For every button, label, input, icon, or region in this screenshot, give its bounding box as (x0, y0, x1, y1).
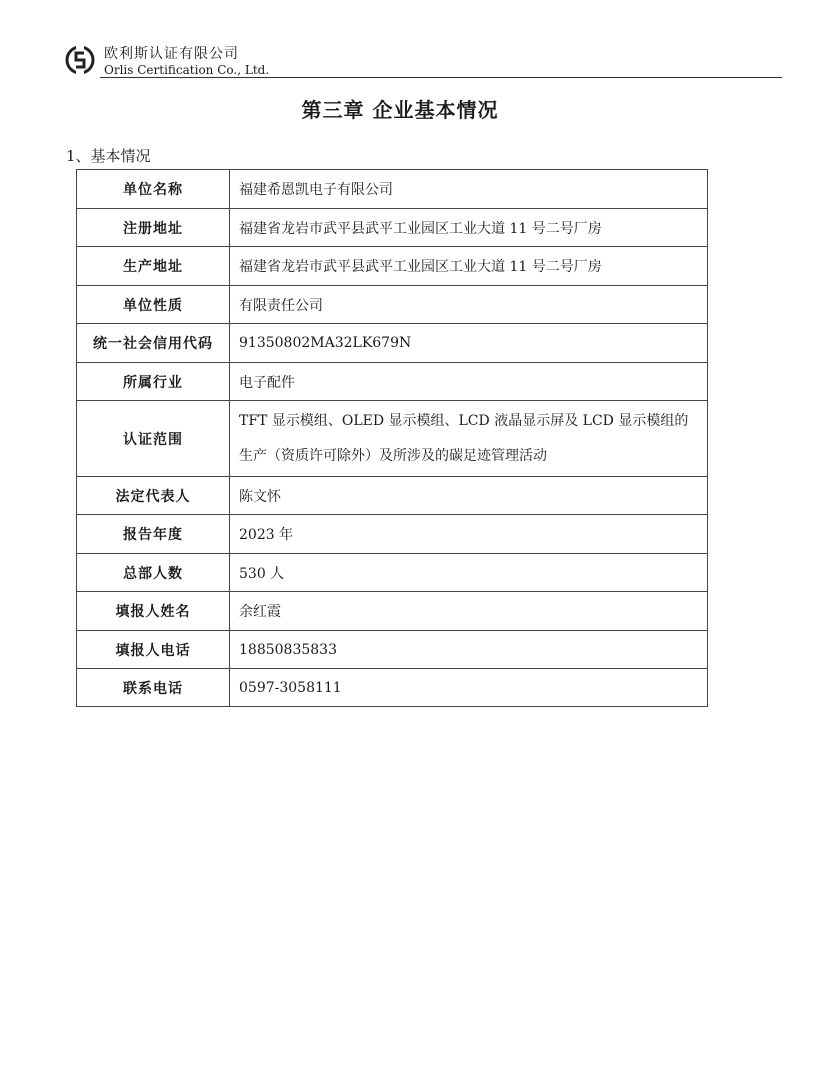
row-value: 余红霞 (230, 592, 708, 631)
row-value: 18850835833 (230, 631, 708, 669)
header-divider (100, 77, 782, 78)
row-value: 福建省龙岩市武平县武平工业园区工业大道 11 号二号厂房 (230, 247, 708, 286)
row-value: 有限责任公司 (230, 286, 708, 324)
row-value: 电子配件 (230, 363, 708, 401)
document-header (64, 42, 784, 82)
row-value: 530 人 (230, 554, 708, 592)
table-row (77, 363, 708, 401)
row-value: 0597-3058111 (230, 669, 708, 707)
row-label: 报告年度 (77, 515, 230, 554)
row-label: 总部人数 (77, 554, 230, 592)
company-name-en: Orlis Certification Co., Ltd. (104, 63, 270, 77)
row-label: 填报人姓名 (77, 592, 230, 631)
table-row (77, 170, 708, 209)
chapter-title: 第三章 企业基本情况 (301, 98, 499, 122)
row-label: 填报人电话 (77, 631, 230, 669)
row-value: 2023 年 (230, 515, 708, 554)
table-row (77, 324, 708, 363)
table-row (77, 669, 708, 707)
row-value: 陈文怀 (230, 477, 708, 515)
row-value: 福建希恩凯电子有限公司 (230, 170, 708, 209)
row-label: 生产地址 (77, 247, 230, 286)
basic-info-table (76, 169, 708, 707)
table-row (77, 515, 708, 554)
row-label: 单位性质 (77, 286, 230, 324)
row-label: 认证范围 (77, 401, 230, 477)
row-label: 所属行业 (77, 363, 230, 401)
table-row (77, 631, 708, 669)
row-label: 单位名称 (77, 170, 230, 209)
table-row (77, 286, 708, 324)
table-row (77, 401, 708, 477)
table-row (77, 209, 708, 247)
company-name-cn: 欧利斯认证有限公司 (104, 46, 239, 62)
row-value: 福建省龙岩市武平县武平工业园区工业大道 11 号二号厂房 (230, 209, 708, 247)
row-label: 统一社会信用代码 (77, 324, 230, 363)
row-label: 注册地址 (77, 209, 230, 247)
row-value: 91350802MA32LK679N (230, 324, 708, 363)
table-row (77, 592, 708, 631)
section-heading: 1、基本情况 (66, 147, 151, 165)
row-label: 联系电话 (77, 669, 230, 707)
row-value: TFT 显示模组、OLED 显示模组、LCD 液晶显示屏及 LCD 显示模组的生产（资质许可除外）及所涉及的碳足迹管理活动 (230, 401, 708, 477)
table-row (77, 477, 708, 515)
table-row (77, 554, 708, 592)
row-label: 法定代表人 (77, 477, 230, 515)
company-logo-icon (64, 44, 96, 76)
table-row (77, 247, 708, 286)
